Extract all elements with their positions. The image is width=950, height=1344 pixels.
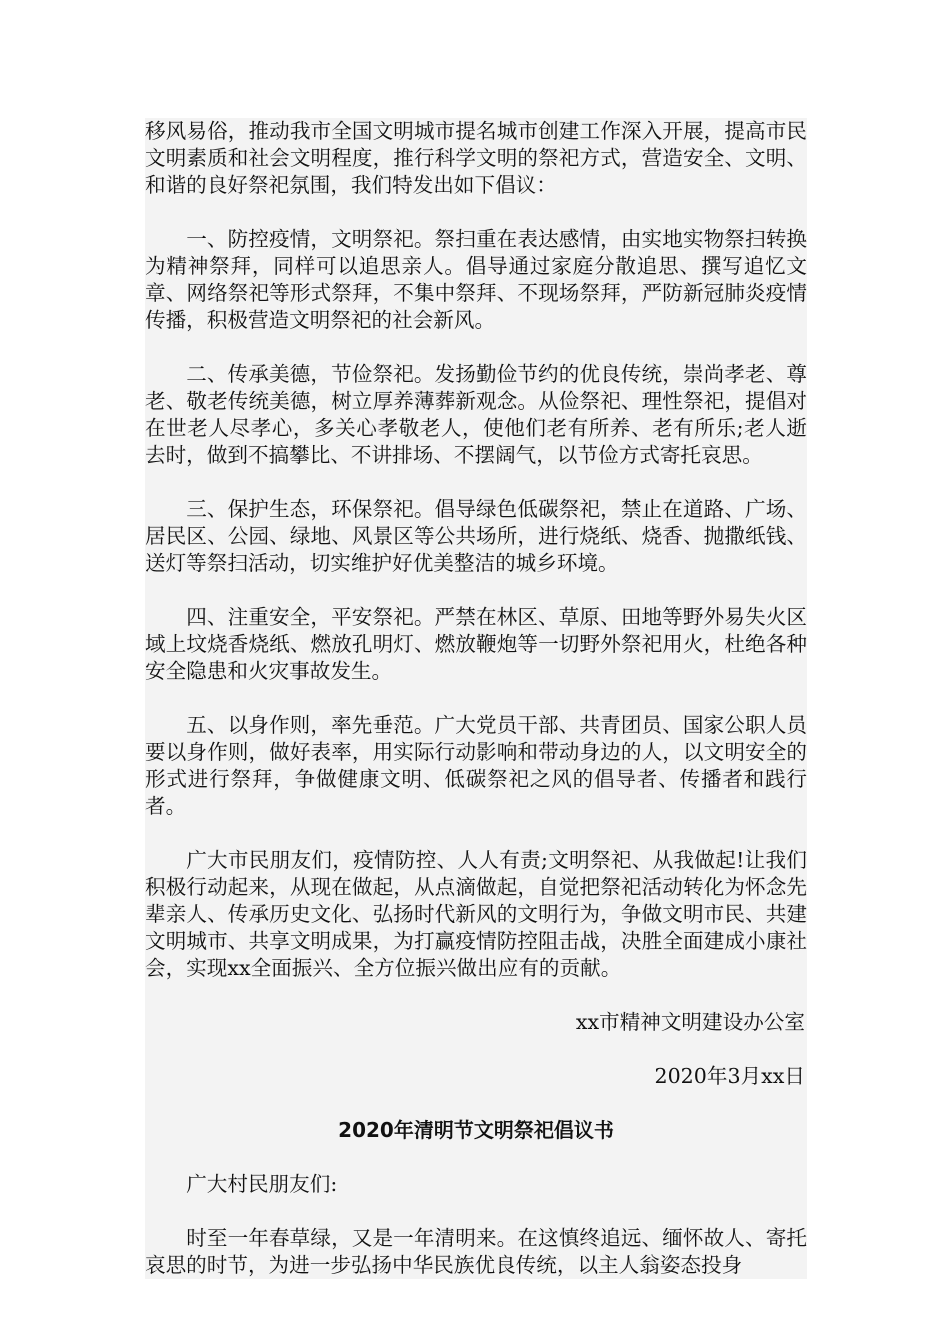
closing-paragraph: 广大市民朋友们，疫情防控、人人有责;文明祭祀、从我做起!让我们积极行动起来，从现在做起，从点滴做起，自觉把祭祀活动转化为怀念先辈亲人、传承历史文化、弘扬时代新风的文明行为，争做文明市民、共建文明城市、共享文明成果，为打赢疫情防控阻击战，决胜全面建成小康社会，实现xx全面振兴、全方位振兴做出应有的贡献。 xyxy=(145,848,807,980)
second-document-title: 2020年清明节文明祭祀倡议书 xyxy=(338,1118,614,1142)
document-body xyxy=(145,118,807,1279)
signature-date: 2020年3月xx日 xyxy=(654,1064,805,1088)
proposal-item-2: 二、传承美德，节俭祭祀。发扬勤俭节约的优良传统，崇尚孝老、尊老、敬老传统美德，树立厚养薄葬新观念。从俭祭祀、理性祭祀，提倡对在世老人尽孝心，多关心孝敬老人，使他们老有所养、老有所乐;老人逝去时，做到不搞攀比、不讲排场、不摆阔气，以节俭方式寄托哀思。 xyxy=(145,362,807,467)
proposal-item-4: 四、注重安全，平安祭祀。严禁在林区、草原、田地等野外易失火区域上坟烧香烧纸、燃放孔明灯、燃放鞭炮等一切野外祭祀用火，杜绝各种安全隐患和火灾事故发生。 xyxy=(145,605,807,683)
proposal-item-1: 一、防控疫情，文明祭祀。祭扫重在表达感情，由实地实物祭扫转换为精神祭拜，同样可以追思亲人。倡导通过家庭分散追思、撰写追忆文章、网络祭祀等形式祭拜，不集中祭拜、不现场祭拜，严防新冠肺炎疫情传播，积极营造文明祭祀的社会新风。 xyxy=(145,227,807,332)
proposal-item-5: 五、以身作则，率先垂范。广大党员干部、共青团员、国家公职人员要以身作则，做好表率，用实际行动影响和带动身边的人，以文明安全的形式进行祭拜，争做健康文明、低碳祭祀之风的倡导者、传播者和践行者。 xyxy=(145,713,807,818)
paragraph-gap xyxy=(145,199,807,226)
paragraph-gap xyxy=(145,1198,807,1225)
proposal-item-3: 三、保护生态，环保祭祀。倡导绿色低碳祭祀，禁止在道路、广场、居民区、公园、绿地、风景区等公共场所，进行烧纸、烧香、抛撒纸钱、送灯等祭扫活动，切实维护好优美整洁的城乡环境。 xyxy=(145,497,807,575)
paragraph-gap xyxy=(145,820,807,847)
paragraph-gap xyxy=(145,334,807,361)
paragraph-gap xyxy=(145,1036,807,1063)
paragraph-gap xyxy=(145,1144,807,1171)
paragraph-gap xyxy=(145,1090,807,1117)
paragraph-gap xyxy=(145,577,807,604)
paragraph-gap xyxy=(145,469,807,496)
paragraph-gap xyxy=(145,982,807,1009)
intro-paragraph: 移风易俗，推动我市全国文明城市提名城市创建工作深入开展，提高市民文明素质和社会文明程度，推行科学文明的祭祀方式，营造安全、文明、和谐的良好祭祀氛围，我们特发出如下倡议： xyxy=(145,119,807,197)
opening-paragraph: 时至一年春草绿，又是一年清明来。在这慎终追远、缅怀故人、寄托哀思的时节，为进一步弘扬中华民族优良传统，以主人翁姿态投身 xyxy=(145,1226,807,1277)
signature-office: xx市精神文明建设办公室 xyxy=(575,1010,805,1034)
salutation: 广大村民朋友们: xyxy=(186,1172,338,1196)
paragraph-gap xyxy=(145,685,807,712)
